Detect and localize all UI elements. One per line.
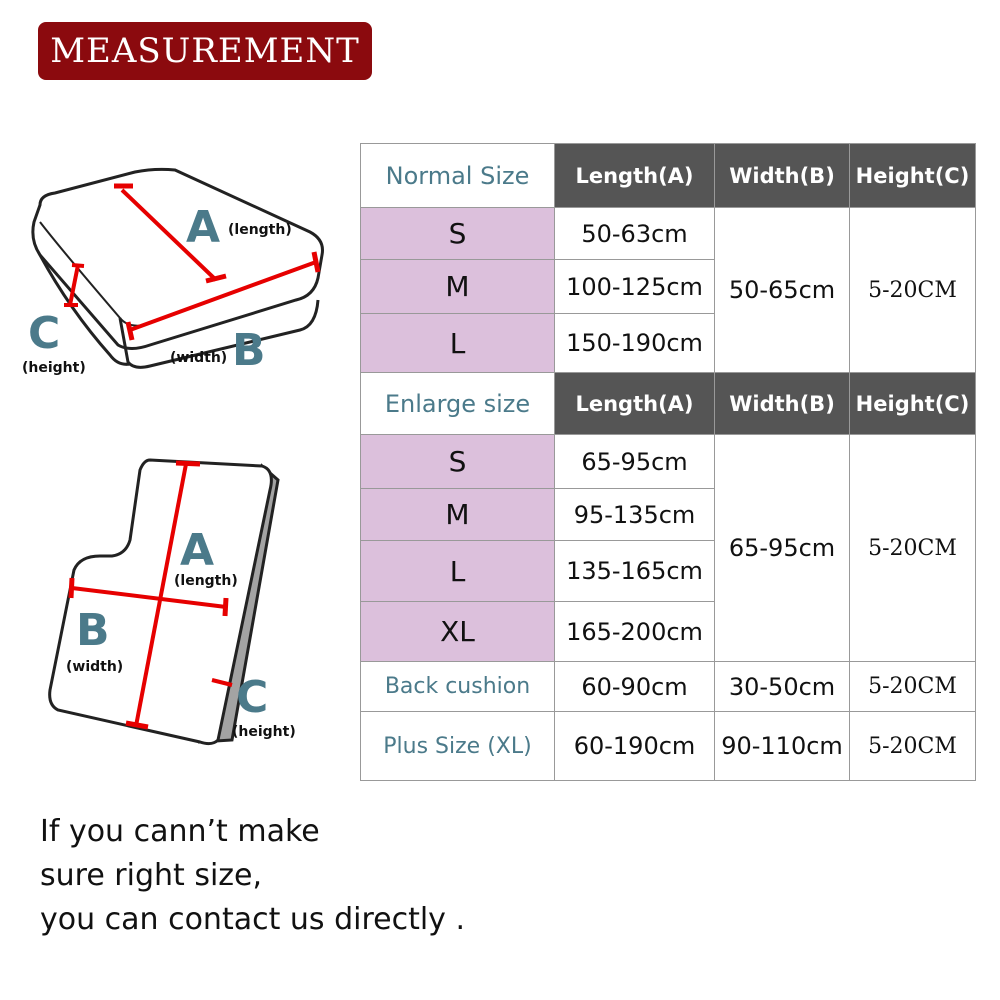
length-cell: 135-165cm	[555, 541, 715, 602]
table-row	[361, 208, 976, 260]
seat-label-c-sub: (height)	[22, 360, 86, 376]
seat-label-b-sub: (width)	[170, 350, 228, 366]
table-row	[361, 435, 976, 489]
seat-label-a: A	[186, 202, 221, 253]
width-cell: 90-110cm	[715, 712, 850, 781]
enlarge-header-row	[361, 373, 976, 435]
chaise-label-b-sub: (width)	[66, 659, 124, 675]
length-cell: 150-190cm	[555, 314, 715, 373]
size-cell: M	[361, 489, 555, 541]
header-length: Length(A)	[555, 144, 715, 208]
chaise-cushion-diagram	[50, 460, 296, 744]
contact-note	[40, 810, 465, 942]
size-cell: M	[361, 260, 555, 314]
size-cell: S	[361, 208, 555, 260]
height-cell: 5-20CM	[850, 662, 976, 712]
length-cell: 65-95cm	[555, 435, 715, 489]
chaise-label-a-sub: (length)	[174, 573, 238, 589]
seat-label-b: B	[232, 325, 266, 376]
normal-size-label: Normal Size	[361, 144, 555, 208]
size-cell: L	[361, 541, 555, 602]
note-line-3: you can contact us directly .	[40, 902, 465, 937]
normal-header-row	[361, 144, 976, 208]
seat-label-c: C	[28, 308, 61, 359]
header-width: Width(B)	[715, 373, 850, 435]
chaise-label-c: C	[236, 672, 269, 723]
size-cell: L	[361, 314, 555, 373]
length-cell: 165-200cm	[555, 602, 715, 662]
header-height: Height(C)	[850, 144, 976, 208]
enlarge-size-label: Enlarge size	[361, 373, 555, 435]
chaise-label-b: B	[76, 605, 110, 656]
seat-cushion-diagram	[22, 169, 323, 376]
header-height: Height(C)	[850, 373, 976, 435]
size-chart-table	[360, 143, 976, 781]
length-cell: 50-63cm	[555, 208, 715, 260]
plus-size-row	[361, 712, 976, 781]
enlarge-height-cell: 5-20CM	[850, 435, 976, 662]
seat-label-a-sub: (length)	[228, 222, 292, 238]
size-cell: XL	[361, 602, 555, 662]
back-cushion-label: Back cushion	[361, 662, 555, 712]
width-cell: 30-50cm	[715, 662, 850, 712]
length-cell: 100-125cm	[555, 260, 715, 314]
header-length: Length(A)	[555, 373, 715, 435]
header-width: Width(B)	[715, 144, 850, 208]
normal-height-cell: 5-20CM	[850, 208, 976, 373]
length-cell: 95-135cm	[555, 489, 715, 541]
banner-title: MEASUREMENT	[50, 31, 360, 71]
plus-size-label: Plus Size (XL)	[361, 712, 555, 781]
length-cell: 60-190cm	[555, 712, 715, 781]
chaise-label-c-sub: (height)	[232, 724, 296, 740]
cushion-illustrations	[0, 0, 360, 800]
chaise-label-a: A	[180, 525, 215, 576]
note-line-2: sure right size,	[40, 858, 263, 893]
note-line-1: If you cann’t make	[40, 814, 320, 849]
enlarge-width-cell: 65-95cm	[715, 435, 850, 662]
normal-width-cell: 50-65cm	[715, 208, 850, 373]
height-cell: 5-20CM	[850, 712, 976, 781]
back-cushion-row	[361, 662, 976, 712]
length-cell: 60-90cm	[555, 662, 715, 712]
size-cell: S	[361, 435, 555, 489]
